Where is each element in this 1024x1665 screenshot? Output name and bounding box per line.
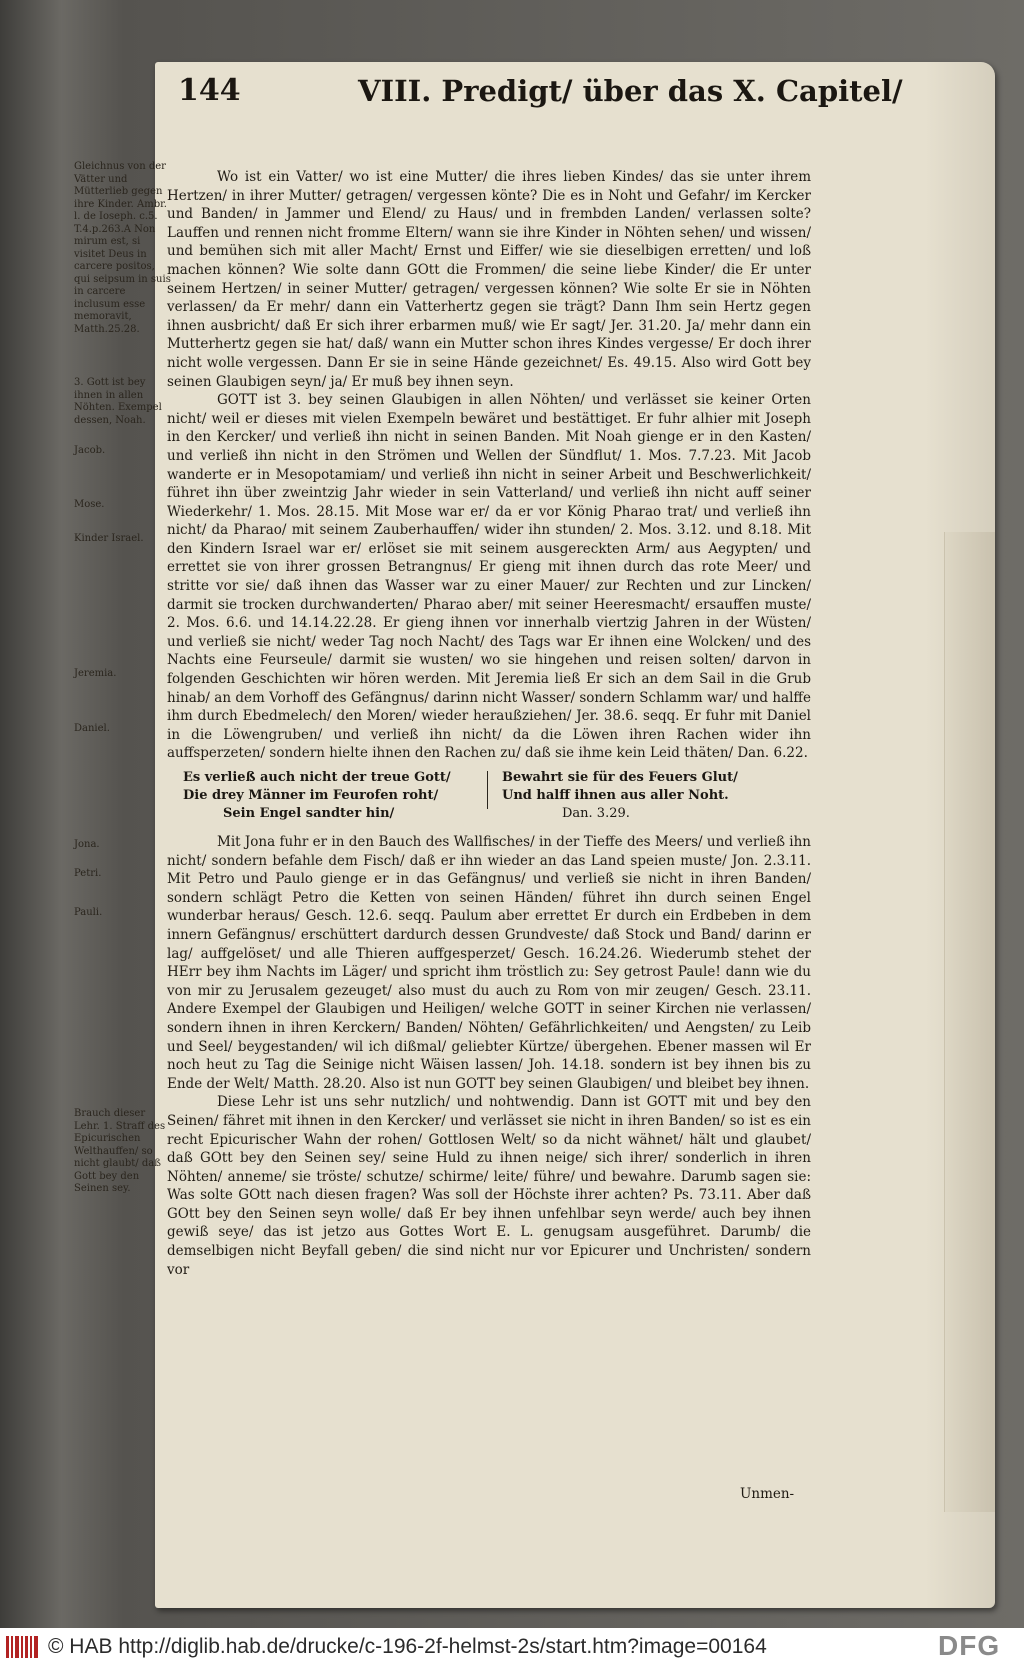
verse-line: Es verließ auch nicht der treue Gott/ xyxy=(183,770,451,785)
running-title: VIII. Predigt/ über das X. Capitel/ xyxy=(358,74,903,108)
hab-barcode-logo-icon xyxy=(6,1634,40,1660)
margin-note-kinder-israel: Kinder Israel. xyxy=(74,533,144,544)
margin-note-petri: Petri. xyxy=(74,868,102,879)
margin-note-brauch: Brauch dieser Lehr. 1. Straff des Epicurischen Welthauffen/ so nicht glaubt/ daß Gott bey den Seinen sey. xyxy=(74,1108,166,1194)
verse-divider xyxy=(487,771,488,809)
verse-line: Bewahrt sie für des Feuers Glut/ xyxy=(502,770,738,785)
page-number: 144 xyxy=(178,73,241,108)
paragraph: Diese Lehr ist uns sehr nutzlich/ und nohtwendig. Dann ist GOTT mit und bey den Seinen/ fähret mit ihnen in den Kercker/ und verlässet sie nicht in ihren Banden/ so ist es ein recht Epicurischer Wahn der rohen/ Gottlosen Welt/ so da nicht wähnet/ hält und glaubet/ daß GOtt bey den Seinen sey/ seine Huld zu ihnen neige/ sich ihrer/ sonderlich in ihren Nöhten/ anneme/ sie tröste/ schutze/ schirme/ leite/ führe/ und bewahre. Darumb sagen sie: Was solte GOtt nach diesen fragen? Was soll der Höchste ihrer achten? Ps. 73.11. Aber daß GOtt bey den Seinen seyn wolle/ daß Er bey ihnen unfehlbar seyn werde/ auch bey ihnen gewiß seye/ das ist jetzo aus Gottes Wort E. L. genugsam ausgeführet. Darumb/ die demselbigen nicht Beyfall geben/ die sind nicht nur vor Epicurer und Unchristen/ sondern vor xyxy=(167,1094,811,1278)
verse-line: Die drey Männer im Feurofen roht/ xyxy=(183,788,439,803)
verse-line: Und halff ihnen aus aller Noht. xyxy=(502,788,729,803)
paragraph: Wo ist ein Vatter/ wo ist eine Mutter/ die ihres lieben Kindes/ das sie unter ihrem Hertzen/ in ihrer Mutter/ getragen/ vergessen könte? Die es in Noht und Gefahr/ im Kercker und Banden/ in Jammer und Elend/ zu Haus/ und in frembden Landen/ verlassen solte? Lauffen und rennen nicht fromme Eltern/ wann sie ihre Kinder in Nöhten sehen/ und wissen/ und bemühen sich mit aller Macht/ Ernst und Eiffer/ wie sie dieselbigen erretten/ und loß machen können? Wie solte dann GOtt die Frommen/ die seine liebe Kinder/ die Er unter seinem Hertzen/ in seiner Mutter/ getragen/ vergessen können? Wie solte Er sie in Nöhten verlassen/ da Er mehr/ dann ein Vatterhertz gegen sie trägt? Dann Ihm sein Hertz gegen ihnen ausbricht/ daß Er sich ihrer erbarmen muß/ wie Er sagt/ Jer. 31.20. Ja/ mehr dann ein Mutterhertz gegen sie hat/ daß/ wann ein Mutter schon ihres Kindes vergesse/ Er doch ihrer nicht wolle vergessen. Dann Er sie in seine Hände gezeichnet/ Es. 49.15. Also wird Gott bey seinen Glaubigen seyn/ ja/ Er muß bey ihnen seyn. xyxy=(167,169,811,390)
margin-note-jeremia: Jeremia. xyxy=(74,668,117,679)
margin-note-pauli: Pauli. xyxy=(74,907,103,918)
verse-right xyxy=(502,769,802,823)
paragraph: GOTT ist 3. bey seinen Glaubigen in allen Nöhten/ und verlässet sie keiner Orten nicht/ weil er dieses mit vielen Exempeln bewäret und bestättiget. Er fuhr alhier mit Joseph in den Kercker/ und verließ ihn nicht in seinen Banden. Mit Noah gienge er in den Kasten/ und verließ ihn nicht in den Strömen und Wellen der Sündflut/ 1. Mos. 7.7.23. Mit Jacob wanderte er in Mesopotamiam/ und verließ ihn nicht in seiner Arbeit und Beschwerlichkeit/ führet ihn über zweintzig Jahr wieder in sein Vatterland/ und verließ ihn nicht auff seiner Wiederkehr/ 1. Mos. 28.15. Mit Mose war er/ da er vor König Pharao trat/ und verließ ihn nicht/ da Pharao/ mit seinem Zauberhauffen/ wider ihn stunden/ 2. Mos. 3.12. und 8.18. Mit den Kindern Israel war er/ erlöset sie mit seinem ausgereckten Arm/ aus Aegypten/ und errettet sie von ihrer grossen Betrangnus/ Er gieng mit ihnen durch das rote Meer/ und stritte vor sie/ daß ihnen das Wasser war zu einer Mauer/ zur Rechten und zur Lincken/ darmit sie trocken durchwanderten/ Pharao aber/ mit seiner Heeresmacht/ ersauffen muste/ 2. Mos. 6.6. und 14.14.22.28. Er gieng ihnen vor innerhalb viertzig Jahren in der Wüsten/ und verließ sie nicht/ weder Tag noch Nacht/ des Tags war Er ihnen eine Wolcken/ und des Nachts eine Feurseule/ darmit sie wusten/ wo sie hingehen und reisen solten/ darvon in folgenden Geschichten wir hören werden. Mit Jeremia ließ Er sich an dem Sail in die Grub hinab/ an dem Vorhoff des Gefängnus/ darinn nicht Wasser/ sondern Schlamm war/ und halffe ihm durch Ebedmelech/ den Moren/ wieder heraußziehen/ Jer. 38.6. seqq. Er fuhr mit Daniel in die Löwengruben/ und verließ ihn nicht/ da die Löwen ihren Rachen wider ihn auffsperzeten/ sondern hielte ihnen den Rachen zu/ daß sie ihme kein Leid thäten/ Dan. 6.22. xyxy=(167,392,811,762)
dfg-logo: DFG xyxy=(938,1630,1001,1661)
margin-note-jona: Jona. xyxy=(74,839,100,850)
footer-bar xyxy=(0,1628,1024,1665)
catchword: Unmen- xyxy=(740,1486,795,1502)
margin-note-gott-ist-bey: 3. Gott ist bey ihnen in allen Nöhten. Exempel dessen, Noah. xyxy=(74,377,162,426)
paragraph: Mit Jona fuhr er in den Bauch des Wallfisches/ in der Tieffe des Meers/ und verließ ihn nicht/ sondern befahle dem Fisch/ daß er ihn wieder an das Land speien muste/ Jon. 2.3.11. Mit Petro und Paulo gienge er in das Gefängnus/ und verließ sie nicht in ihren Banden/ sondern schlägt Petro die Ketten von seinen Händen/ führet ihn durch seinen Engel wunderbar heraus/ Gesch. 12.6. seqq. Paulum aber errettet Er durch ein Erdbeben in dem innern Gefängnus/ erschüttert dardurch dessen Grundveste/ daß Stock und Band/ darinn er lag/ auffgelöset/ und alle Thieren auffgesperzet/ Gesch. 16.24.26. Wiederumb stehet der HErr bey ihm Nachts im Läger/ und spricht ihm tröstlich zu: Sey getrost Paule! dann wie du von mir zu Jerusalem gezeuget/ also must du auch zu Rom von mir zeugen/ Gesch. 23.11. Andere Exempel der Glaubigen und Heiligen/ welche GOTT in seiner Kirchen nie verlassen/ sondern ihnen in ihren Kerckern/ Banden/ Nöhten/ Gefährlichkeiten/ und Aengsten/ zu Leib und Seel/ beygestanden/ wil ich dißmal/ geliebter Kürtze/ übergehen. Ebener massen wil Er noch heut zu Tag die Seinige nicht Wäisen lassen/ Joh. 14.18. sondern ist bey ihnen bis zu Ende der Welt/ Matth. 28.20. Also ist nun GOTT bey seinen Glaubigen/ und bleibet bey ihnen. xyxy=(167,834,811,1092)
sermon-text xyxy=(167,96,811,1279)
verse-line: Sein Engel sandter hin/ xyxy=(223,806,395,821)
source-link[interactable]: © HAB http://diglib.hab.de/drucke/c-196-2f-helmst-2s/start.htm?image=00164 xyxy=(48,1635,767,1658)
verse-reference: Dan. 3.29. xyxy=(562,806,630,821)
verse-left xyxy=(183,769,483,823)
margin-note-gleichnus: Gleichnus von der Vätter und Mütterlieb gegen ihre Kinder. Ambr. l. de Ioseph. c.5. T.4.p.263.A Non mirum est, si visitet Deus in carcere positos, qui seipsum in suis in carcere inclusum esse memoravit, Matth.25.28. xyxy=(74,161,171,335)
verse-block xyxy=(167,769,811,827)
margin-note-jacob: Jacob. xyxy=(74,445,106,456)
margin-note-mose: Mose. xyxy=(74,499,105,510)
folded-page-edge xyxy=(944,532,995,1512)
margin-note-daniel: Daniel. xyxy=(74,723,110,734)
